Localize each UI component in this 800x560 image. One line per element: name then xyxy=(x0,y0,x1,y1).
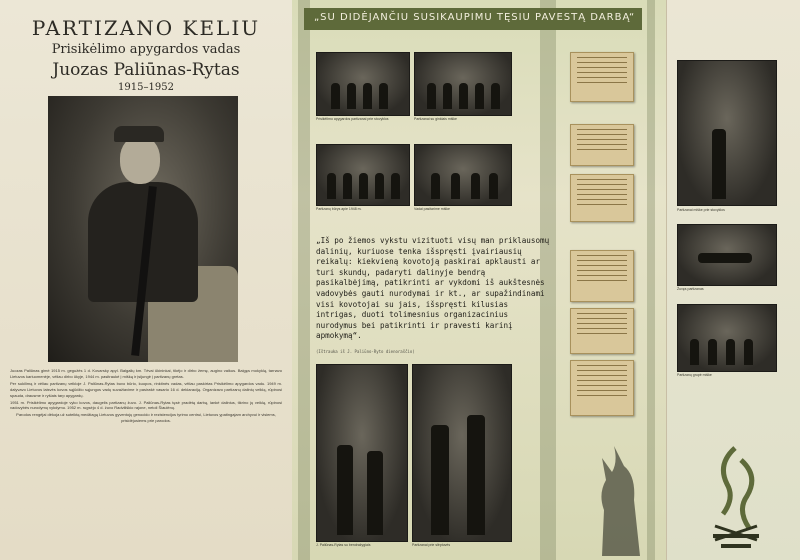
bio-paragraph: Juozas Paliūnas gimė 1915 m. gegužės 1 d. Kovarsky apyl. Balgalių km. Tėvai ūkininkai, tikėjo ir dirbo žemę, augino vaikus. Baigęs mokyklą, tarnavo Lietuvos kariuomenėje, vėliau dirbo ūkyje, 1944 m. pasitraukė į mišką ir įsijungė į partizanų gretas. xyxy=(10,368,282,379)
photo-caption: Vadai pasitarime miške xyxy=(414,207,450,211)
portrait-photo xyxy=(48,96,238,362)
document-scan xyxy=(570,52,634,102)
photo-caption: Partizanai prie slėptuvės xyxy=(412,543,451,547)
photo-caption: Partizanai su ginklais miške xyxy=(414,117,457,121)
poster-subtitle: Prisikėlimo apygardos vadas xyxy=(51,42,241,57)
right-panel xyxy=(666,0,800,560)
life-years: 1915–1952 xyxy=(118,82,174,93)
photo-partisans-4 xyxy=(414,144,512,206)
photo-caption: Partizanų būrys apie 1948 m. xyxy=(316,207,362,211)
photo-caption: Žuvęs partizanas xyxy=(677,287,704,291)
document-scan xyxy=(570,360,634,416)
photo-caption: J. Paliūnas-Rytas su bendražygiais xyxy=(316,543,371,547)
banner-text: „SU DIDĖJANČIU SUSIKAUPIMU TĘSIU PAVESTĄ DARBĄ“ xyxy=(314,12,636,23)
acknowledgement: Parodos rengėjai dėkoja už suteiktą medžiagą Lietuvos gyventojų genocido ir rezistencijos tyrimo centrui, Lietuvos ypatingajam archyvui ir visiems, prisidėjusiems prie parodos. xyxy=(16,412,276,424)
photo-rytas-portrait xyxy=(316,364,408,542)
figure-cap xyxy=(114,126,164,142)
photo-partisans-2 xyxy=(414,52,512,116)
figure-head xyxy=(120,136,160,184)
photo-forest-partisan xyxy=(677,60,777,206)
photo-caption: Partizanai miške prie stovyklos xyxy=(677,208,725,212)
bio-paragraph: 1951 m. Prisikėlimo apygardoje vyko kovos, daugelis partizanų žuvo. J. Paliūnas-Rytas tęsė pradėtą darbą, lankė dalinius, tikrino jų veiklą, rūpinosi vadovybės nurodymų vykdymu. 1952 m. rugsėjo 4 d. žuvo Radviliškio rajone, netoli Šiaulėnų. xyxy=(10,399,282,411)
document-scan xyxy=(570,174,634,222)
document-scan xyxy=(570,250,634,302)
poster-title: PARTIZANO KELIU xyxy=(31,16,261,40)
section-banner xyxy=(304,8,642,30)
photo-caption: Partizanų grupė miške xyxy=(677,373,712,377)
photo-partisans-bunker xyxy=(412,364,512,542)
photo-caption: Prisikėlimo apygardos partizanai prie stovyklos xyxy=(316,117,389,121)
document-scan xyxy=(570,124,634,166)
diary-quote: „Iš po žiemos vykstu vizituoti visų man priklausomų dalinių, kuriuose tenka išspręsti įvairiausių reikalų: kiekvieną kovotoją paskirai apklausti ar turi skundų, padaryti dalinyje bendrą pasikalbėjimą, patikrinti ar vykdomi iš aukštesnės vadovybės gauti nurodymai ir kt., ar supažindinami visi kovotojai su jais, išspręsti kilusias intrigas, duoti tolimesnius organizacinius nurodymus bei patikrinti ir pravesti karinį apmokymą“. xyxy=(316,236,550,341)
biography-text xyxy=(10,368,282,546)
tree-trunk xyxy=(298,0,310,560)
photo-partisans-3 xyxy=(316,144,410,206)
quote-source: (Ištrauka iš J. Paliūno-Ryto dienoraščio) xyxy=(316,349,415,354)
person-name: Juozas Paliūnas-Rytas xyxy=(52,60,240,80)
document-scan xyxy=(570,308,634,354)
partisan-emblem-icon xyxy=(701,440,771,552)
photo-fallen-partisan xyxy=(677,224,777,286)
bio-paragraph: Per sukilimą ir vėliau partizanų veikloje J. Paliūnas-Rytas buvo būrio, kuopos, rinktinės vadas, vėliau paskirtas Prisikėlimo apygardos vadu. 1949 m. dalyvavo Lietuvos laisvės kovos sąjūdžio sąjungos vadų suvažiavime ir pasirašė vasario 16 d. deklaraciją. Organizavo partizanų dalinių veiklą, rūpinosi spauda, drausme ir ryšiais tarp apygardų. xyxy=(10,380,282,398)
wolf-silhouette-icon xyxy=(584,440,654,556)
photo-partisans-1 xyxy=(316,52,410,116)
left-panel xyxy=(0,0,293,560)
photo-partisan-group xyxy=(677,304,777,372)
